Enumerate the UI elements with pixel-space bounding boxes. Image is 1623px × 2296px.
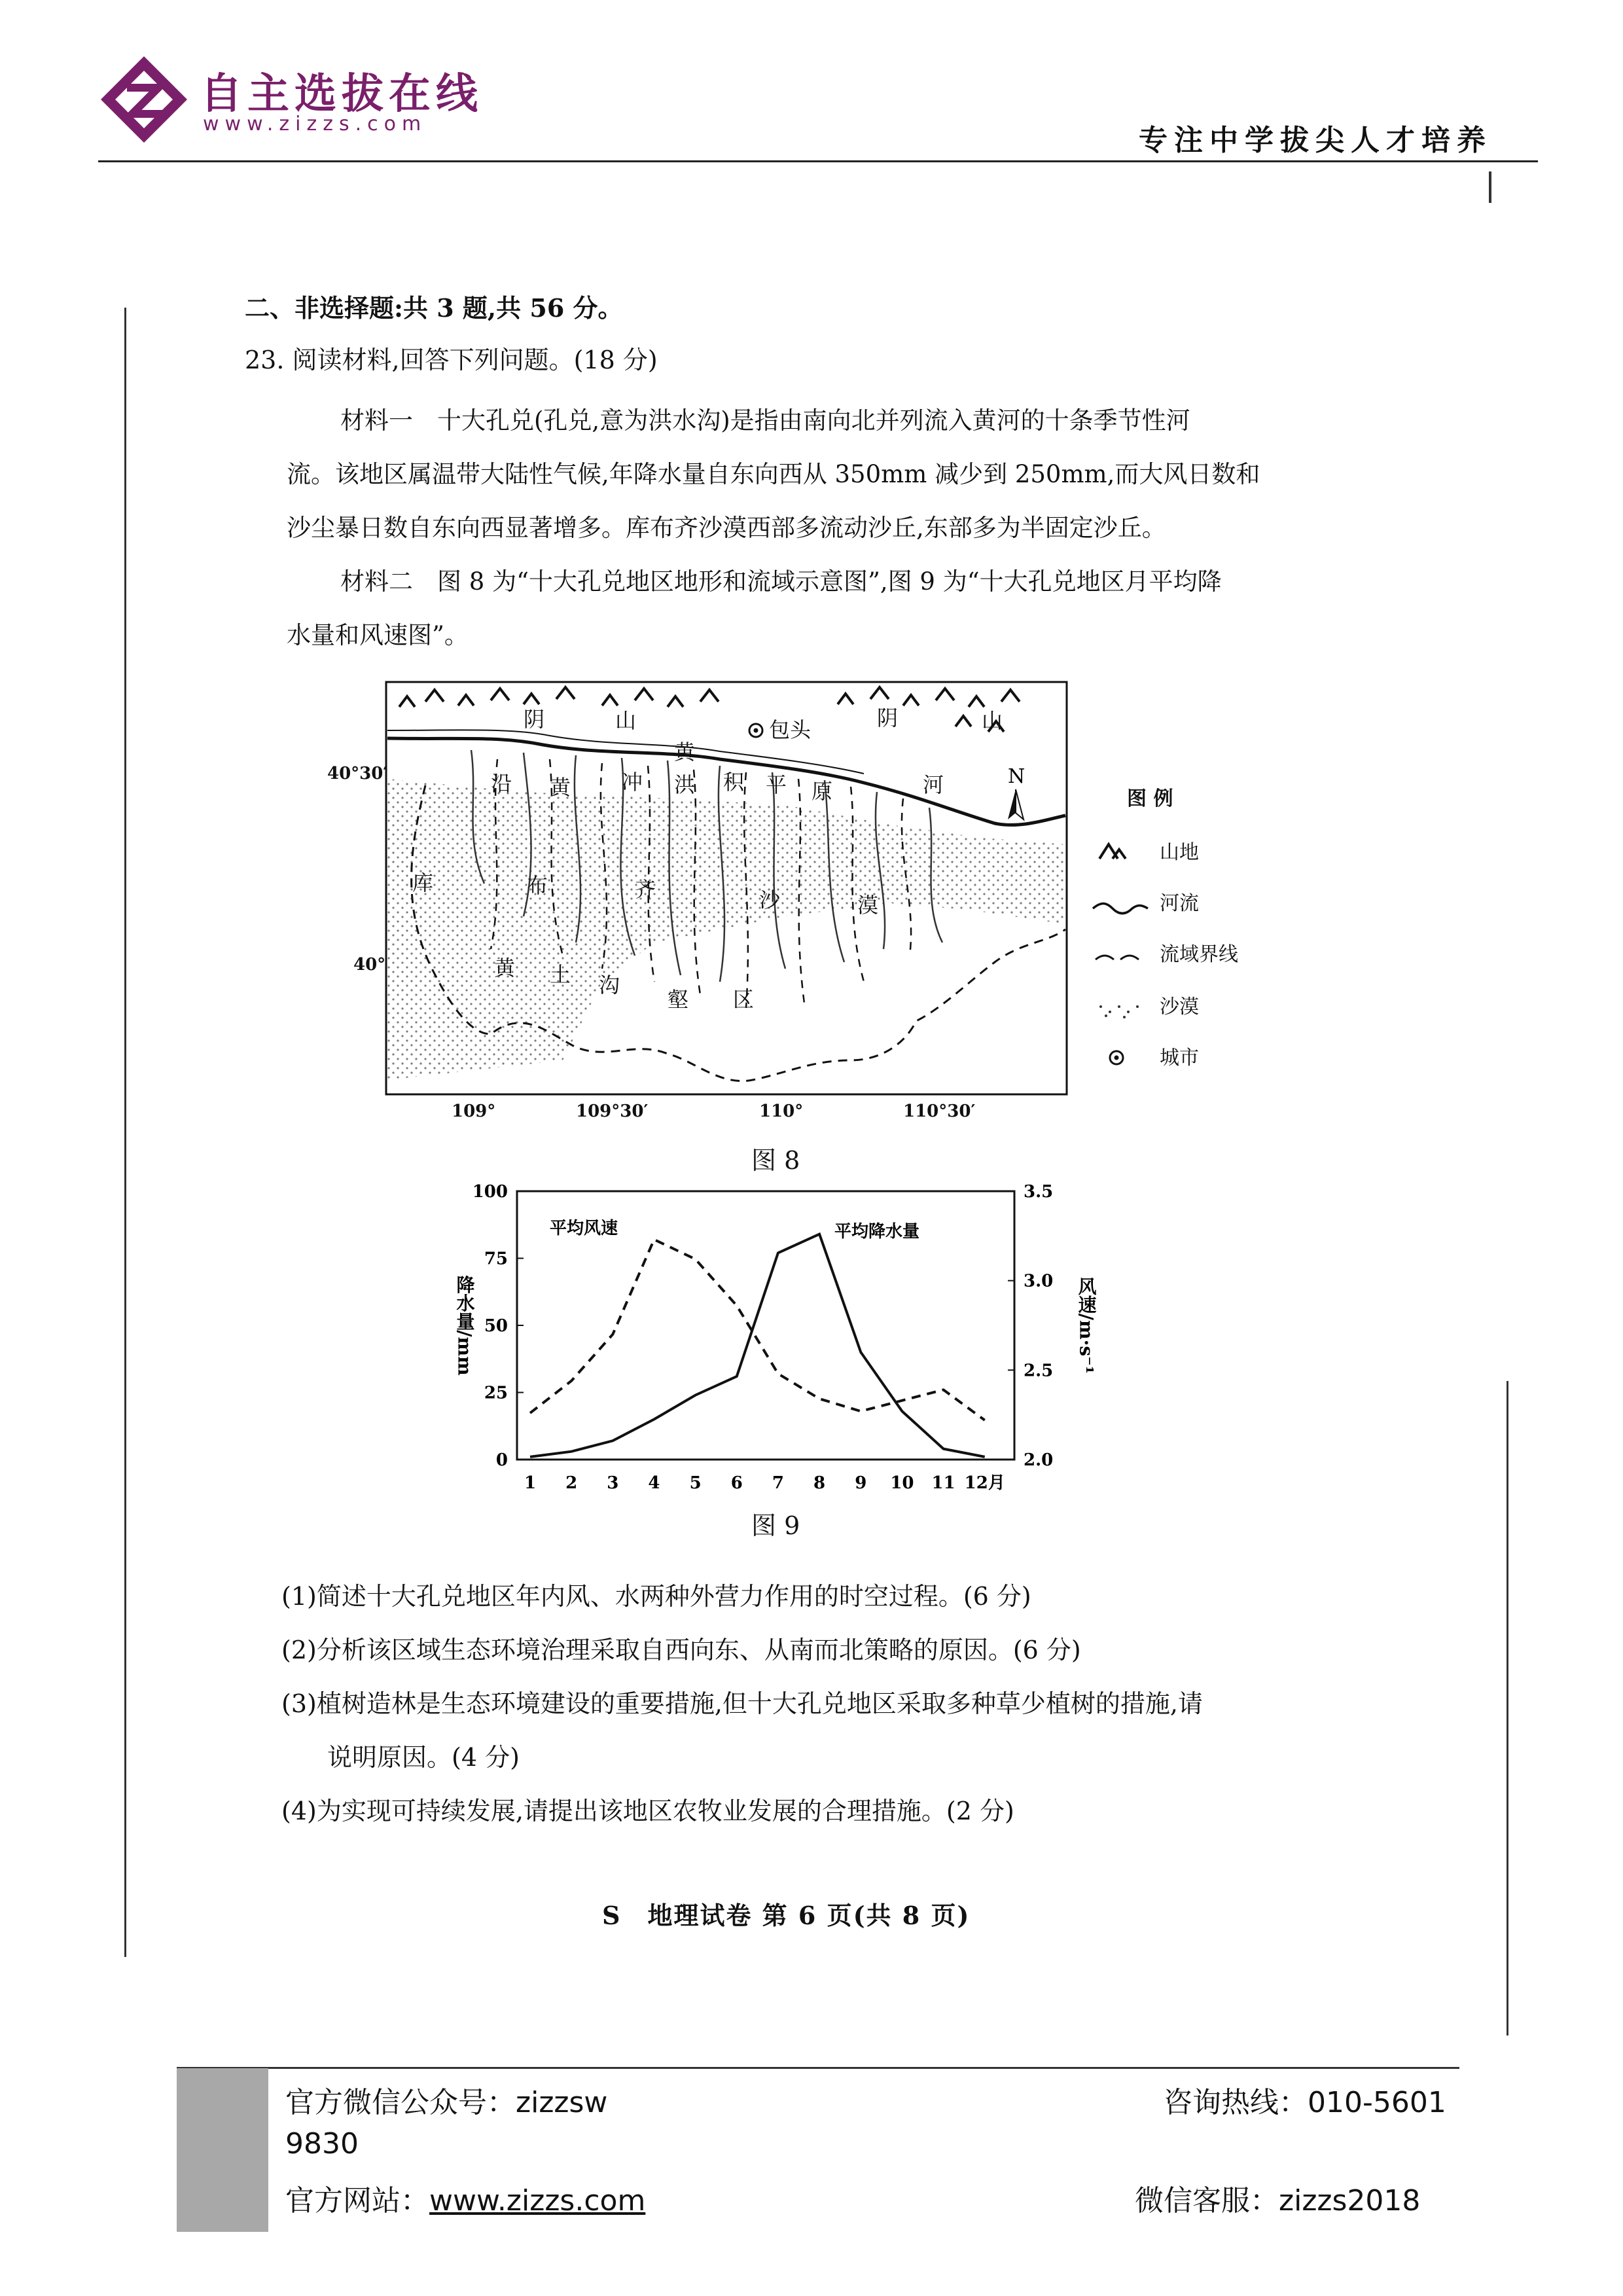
- legend-mountain-icon: [1099, 844, 1126, 859]
- label-plain-5: 积: [723, 770, 745, 795]
- label-desert-4: 沙: [759, 888, 781, 912]
- legend-river: 河流: [1160, 892, 1199, 915]
- series-label-wind: 平均风速: [550, 1219, 618, 1238]
- footer-wechat-public: 官方微信公众号：zizzsw: [285, 2086, 608, 2119]
- north-label: N: [1008, 765, 1026, 788]
- series-line-precipitation: [530, 1234, 985, 1457]
- y-label-left: 降水量/mm: [454, 1275, 476, 1376]
- series-label-precip: 平均降水量: [834, 1222, 920, 1242]
- x-tick-label: 6: [730, 1473, 743, 1493]
- scan-border-right: [1507, 1381, 1508, 2036]
- x-tick-label: 5: [689, 1473, 702, 1493]
- legend-desert: 沙漠: [1160, 996, 1199, 1018]
- label-loess-3: 沟: [599, 973, 620, 997]
- label-shan-1: 山: [615, 708, 637, 733]
- figure9-caption: 图 9: [751, 1511, 800, 1540]
- lon-label-109-30: 109°30′: [576, 1102, 649, 1121]
- question-3-line2: 说明原因。(4 分): [327, 1743, 520, 1772]
- x-tick-label: 1: [524, 1473, 537, 1493]
- label-plain-4: 洪: [674, 772, 696, 797]
- left-tick-label: 25: [484, 1383, 508, 1403]
- left-tick-label: 100: [472, 1182, 508, 1202]
- label-plain-3: 冲: [622, 770, 643, 795]
- x-tick-label: 2: [565, 1473, 578, 1493]
- legend-boundary-icon: [1096, 956, 1139, 960]
- label-baotou: 包头: [769, 717, 812, 742]
- label-plain-2: 黄: [550, 775, 571, 800]
- material2-line1: 材料二 图 8 为“十大孔兑地区地形和流域示意图”,图 9 为“十大孔兑地区月平均降: [340, 567, 1222, 596]
- scan-mark: [1489, 171, 1491, 203]
- label-yin-1: 阴: [524, 707, 545, 732]
- label-desert-5: 漠: [857, 893, 879, 918]
- footer-gray-block: [177, 2068, 268, 2232]
- x-tick-label: 10: [890, 1473, 914, 1493]
- right-tick-label: 3.0: [1024, 1271, 1054, 1291]
- section-heading: 二、非选择题:共 3 题,共 56 分。: [245, 293, 623, 323]
- legend-mountain: 山地: [1160, 841, 1199, 864]
- lat-label-40: 40°: [353, 955, 386, 975]
- right-tick-label: 2.5: [1024, 1361, 1054, 1381]
- footer-website: [285, 2177, 645, 2219]
- lat-label-40-30: 40°30′: [327, 764, 388, 783]
- x-tick-label: 11: [931, 1473, 955, 1493]
- legend-city: 城市: [1160, 1047, 1199, 1069]
- label-plain-7: 原: [812, 779, 833, 804]
- x-tick-label: 7: [772, 1473, 784, 1493]
- x-tick-label: 9: [855, 1473, 867, 1493]
- question-3-line1: (3)植树造林是生态环境建设的重要措施,但十大孔兑地区采取多种草少植树的措施,请: [281, 1689, 1203, 1718]
- x-tick-label: 8: [813, 1473, 826, 1493]
- label-shan-2: 山: [982, 708, 1003, 733]
- label-loess-5: 区: [733, 987, 755, 1012]
- label-desert-3: 齐: [635, 877, 656, 902]
- lon-label-109: 109°: [452, 1102, 496, 1121]
- label-desert-2: 布: [527, 873, 548, 898]
- legend-river-icon: [1093, 904, 1148, 914]
- label-loess-1: 黄: [494, 956, 516, 980]
- label-desert-1: 库: [412, 870, 434, 895]
- label-plain-1: 沿: [491, 771, 512, 796]
- x-tick-label: 3: [607, 1473, 619, 1493]
- legend-boundary: 流域界线: [1160, 943, 1238, 966]
- series-line-wind-speed: [530, 1240, 985, 1420]
- x-axis: [524, 1473, 1005, 1493]
- header-divider: [98, 160, 1538, 162]
- label-yin-2: 阴: [877, 706, 899, 730]
- scan-border-left: [124, 308, 126, 1957]
- legend-city-icon: [1110, 1051, 1123, 1064]
- label-he: 河: [923, 772, 944, 797]
- left-tick-label: 75: [484, 1249, 508, 1269]
- legend-desert-icon: [1099, 1005, 1139, 1018]
- x-tick-label: 12月: [964, 1473, 1005, 1493]
- figure8-caption: 图 8: [751, 1146, 800, 1175]
- figure9-chart: [432, 1165, 1126, 1499]
- material1-line3: 沙尘暴日数自东向西显著增多。库布齐沙漠西部多流动沙丘,东部多为半固定沙丘。: [287, 514, 1166, 542]
- label-plain-6: 平: [766, 772, 787, 797]
- lon-label-110-30: 110°30′: [903, 1102, 976, 1121]
- page-number-footer: S 地理试卷 第 6 页(共 8 页): [602, 1901, 971, 1930]
- footer-service: 微信客服：zizzs2018: [1135, 2184, 1421, 2217]
- footer-hotline-cont: 9830: [285, 2127, 359, 2161]
- footer-website-label: 官方网站：: [285, 2184, 429, 2217]
- footer-hotline: 咨询热线：010-5601: [1164, 2086, 1446, 2119]
- left-tick-label: 0: [495, 1450, 508, 1470]
- material2-line2: 水量和风速图”。: [287, 621, 469, 649]
- material1-line2: 流。该地区属温带大陆性气候,年降水量自东向西从 350mm 减少到 250mm,而大风日数和: [287, 460, 1260, 488]
- lon-label-110: 110°: [759, 1102, 804, 1121]
- logo-title: 自主选拔在线: [200, 69, 483, 118]
- footer-divider: [177, 2067, 1459, 2069]
- map-legend: [1093, 787, 1238, 1069]
- question-1: (1)简述十大孔兑地区年内风、水两种外营力作用的时空过程。(6 分): [281, 1582, 1031, 1611]
- material1-line1: 材料一 十大孔兑(孔兑,意为洪水沟)是指由南向北并列流入黄河的十条季节性河: [340, 406, 1190, 435]
- label-loess-4: 壑: [668, 987, 689, 1012]
- question-23-title: 23. 阅读材料,回答下列问题。(18 分): [245, 346, 658, 374]
- label-huang: 黄: [674, 740, 696, 764]
- question-2: (2)分析该区域生态环境治理采取自西向东、从南而北策略的原因。(6 分): [281, 1636, 1081, 1664]
- figure8-map: [327, 668, 1283, 1132]
- header-slogan: 专注中学拔尖人才培养: [1139, 124, 1492, 157]
- right-tick-label: 3.5: [1024, 1182, 1054, 1202]
- left-tick-label: 50: [484, 1316, 508, 1336]
- y-label-right: 风速/m·s⁻¹: [1075, 1276, 1097, 1374]
- logo-url: www.zizzs.com: [203, 113, 427, 135]
- footer-website-link[interactable]: www.zizzs.com: [429, 2184, 646, 2217]
- question-4: (4)为实现可持续发展,请提出该地区农牧业发展的合理措施。(2 分): [281, 1797, 1014, 1825]
- x-tick-label: 4: [648, 1473, 660, 1493]
- left-axis: [473, 1182, 524, 1470]
- legend-title: 图 例: [1127, 787, 1173, 810]
- label-loess-2: 土: [550, 962, 571, 987]
- right-tick-label: 2.0: [1024, 1450, 1054, 1470]
- logo-mark: [98, 54, 190, 145]
